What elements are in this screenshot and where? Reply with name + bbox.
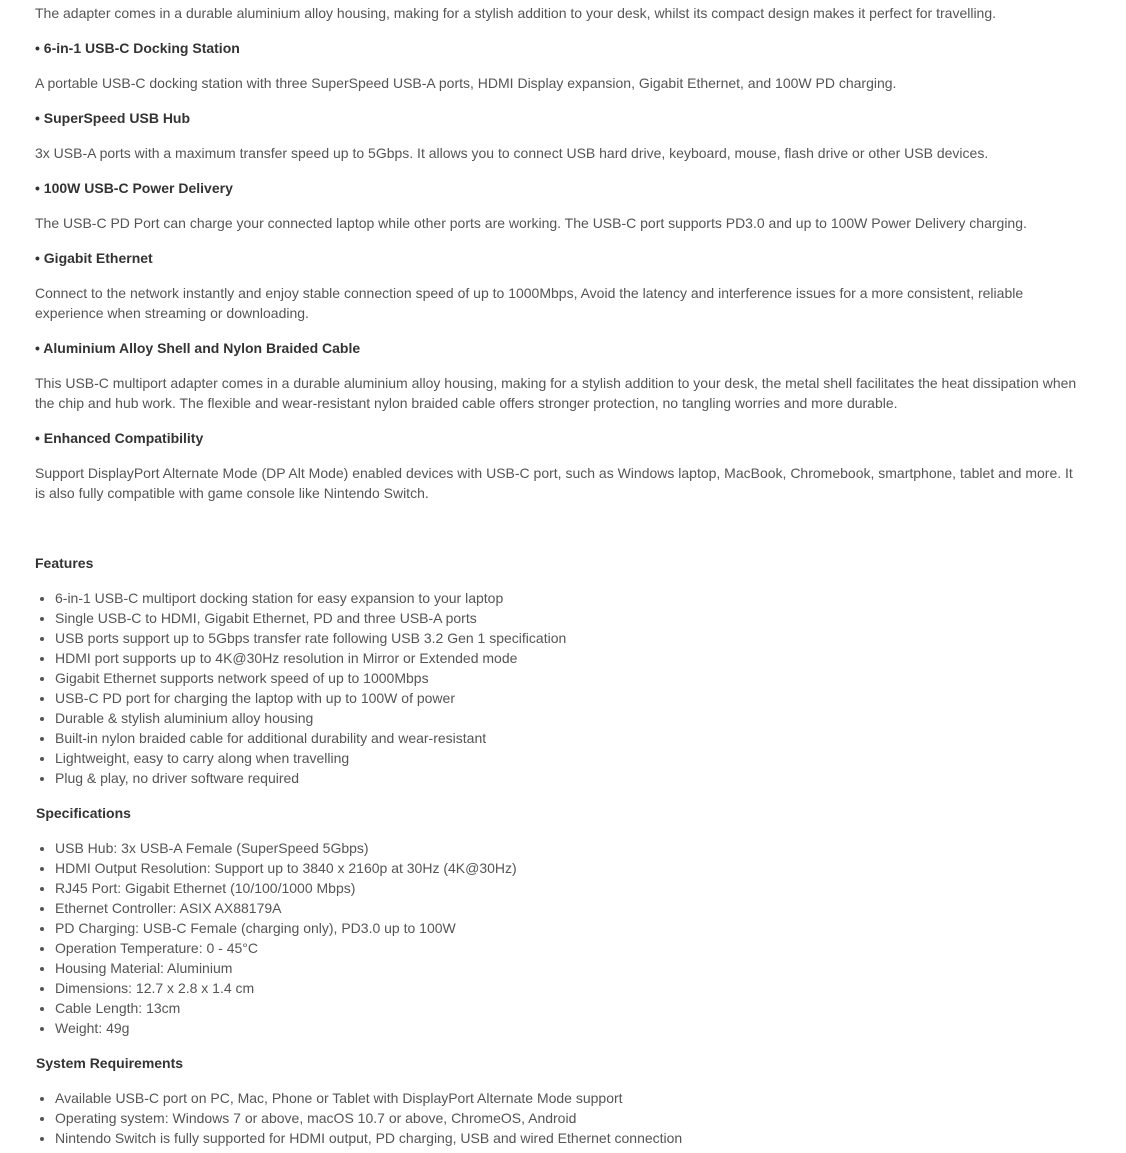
list-item: • HDMI port supports up to 4K@30Hz resolution in Mirror or Extended mode bbox=[55, 648, 1085, 668]
list-item: • Dimensions: 12.7 x 2.8 x 1.4 cm bbox=[55, 978, 1086, 998]
system-requirements-block bbox=[36, 1053, 1086, 1148]
section-body: A portable USB-C docking station with three SuperSpeed USB-A ports, HDMI Display expansion, Gigabit Ethernet, and 100W PD charging. bbox=[35, 75, 897, 91]
features-block bbox=[35, 553, 1085, 788]
list-item: • Durable & stylish aluminium alloy housing bbox=[55, 708, 1085, 728]
section-body: The USB-C PD Port can charge your connected laptop while other ports are working. The USB-C port supports PD3.0 and up to 100W Power Delivery charging. bbox=[35, 215, 1027, 231]
section-heading: • SuperSpeed USB Hub bbox=[35, 110, 191, 126]
section-heading: • 100W USB-C Power Delivery bbox=[35, 180, 233, 196]
features-heading: Features bbox=[35, 555, 94, 571]
list-item: • Built-in nylon braided cable for additional durability and wear-resistant bbox=[55, 728, 1085, 748]
list-item: • USB Hub: 3x USB-A Female (SuperSpeed 5Gbps) bbox=[55, 838, 1086, 858]
section-heading: • Aluminium Alloy Shell and Nylon Braided Cable bbox=[35, 340, 361, 356]
system-requirements-heading: System Requirements bbox=[36, 1055, 184, 1071]
system-requirements-list bbox=[36, 1088, 1086, 1148]
section-body: 3x USB-A ports with a maximum transfer speed up to 5Gbps. It allows you to connect USB hard drive, keyboard, mouse, flash drive or other USB devices. bbox=[35, 145, 989, 161]
section-body: Connect to the network instantly and enjoy stable connection speed of up to 1000Mbps, Avoid the latency and interference issues for a more consistent, reliable experience when streaming or downloading. bbox=[35, 285, 1024, 321]
specifications-block bbox=[36, 803, 1086, 1038]
list-item: • Cable Length: 13cm bbox=[55, 998, 1086, 1018]
list-item: • Available USB-C port on PC, Mac, Phone or Tablet with DisplayPort Alternate Mode support bbox=[55, 1088, 1086, 1108]
section-aluminium-shell bbox=[35, 338, 1085, 413]
list-item: • Gigabit Ethernet supports network speed of up to 1000Mbps bbox=[55, 668, 1085, 688]
specifications-list bbox=[36, 838, 1086, 1038]
section-body: Support DisplayPort Alternate Mode (DP Alt Mode) enabled devices with USB-C port, such as Windows laptop, MacBook, Chromebook, smartphone, tablet and more. It is also fully compatible with game console like Nintendo Switch. bbox=[35, 465, 1073, 501]
specifications-heading: Specifications bbox=[36, 805, 131, 821]
list-item: • Operation Temperature: 0 - 45°C bbox=[55, 938, 1086, 958]
list-item: • RJ45 Port: Gigabit Ethernet (10/100/1000 Mbps) bbox=[55, 878, 1086, 898]
features-list bbox=[35, 588, 1085, 788]
intro-paragraph: The adapter comes in a durable aluminium alloy housing, making for a stylish addition to your desk, whilst its compact design makes it perfect for travelling. bbox=[35, 5, 997, 21]
section-heading: • Enhanced Compatibility bbox=[35, 430, 204, 446]
list-item: • USB-C PD port for charging the laptop with up to 100W of power bbox=[55, 688, 1085, 708]
list-item: • Weight: 49g bbox=[55, 1018, 1086, 1038]
list-item: • Single USB-C to HDMI, Gigabit Ethernet, PD and three USB-A ports bbox=[55, 608, 1085, 628]
list-item: • Operating system: Windows 7 or above, macOS 10.7 or above, ChromeOS, Android bbox=[55, 1108, 1086, 1128]
list-item: • USB ports support up to 5Gbps transfer rate following USB 3.2 Gen 1 specification bbox=[55, 628, 1085, 648]
section-power-delivery bbox=[35, 178, 1085, 233]
list-item: • 6-in-1 USB-C multiport docking station for easy expansion to your laptop bbox=[55, 588, 1085, 608]
list-item: • Lightweight, easy to carry along when travelling bbox=[55, 748, 1085, 768]
section-heading: • 6-in-1 USB-C Docking Station bbox=[35, 40, 240, 56]
section-docking-station bbox=[35, 38, 1085, 93]
section-compatibility bbox=[35, 428, 1085, 503]
list-item: • Ethernet Controller: ASIX AX88179A bbox=[55, 898, 1086, 918]
section-heading: • Gigabit Ethernet bbox=[35, 250, 153, 266]
list-item: • Nintendo Switch is fully supported for HDMI output, PD charging, USB and wired Ethernet connection bbox=[55, 1128, 1086, 1148]
section-gigabit-ethernet bbox=[35, 248, 1085, 323]
list-item: • PD Charging: USB-C Female (charging only), PD3.0 up to 100W bbox=[55, 918, 1086, 938]
list-item: • Housing Material: Aluminium bbox=[55, 958, 1086, 978]
list-item: • HDMI Output Resolution: Support up to 3840 x 2160p at 30Hz (4K@30Hz) bbox=[55, 858, 1086, 878]
section-usb-hub bbox=[35, 108, 1085, 163]
list-item: • Plug & play, no driver software required bbox=[55, 768, 1085, 788]
section-body: This USB-C multiport adapter comes in a durable aluminium alloy housing, making for a stylish addition to your desk, the metal shell facilitates the heat dissipation when the chip and hub work. The flexible and wear-resistant nylon braided cable offers stronger protection, no tangling worries and more durable. bbox=[35, 375, 1077, 411]
